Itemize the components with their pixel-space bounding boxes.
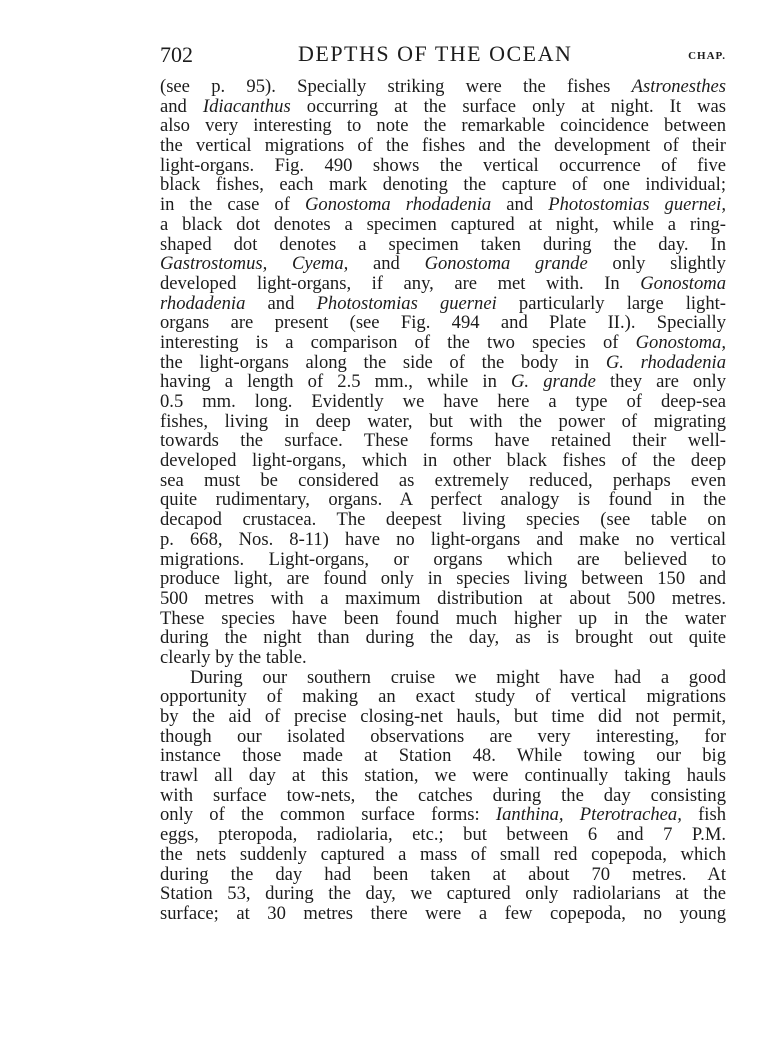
text-line [160, 77, 726, 97]
italic-text: Ianthina, Pterotrachea, [495, 804, 682, 826]
text-line [160, 156, 726, 176]
text-line [160, 195, 726, 215]
text-run: clearly by the table. [160, 646, 307, 668]
text-line [160, 333, 726, 353]
text-line [160, 687, 726, 707]
text-line [160, 274, 726, 294]
italic-text: Photostomias guernei, [548, 194, 726, 216]
text-run: Station 53, during the day, we captured only radiolarians at the [160, 883, 726, 905]
text-line [160, 628, 726, 648]
text-line [160, 215, 726, 235]
text-line [160, 865, 726, 885]
text-run: (see p. 95). Specially striking were the fishes [160, 76, 632, 97]
text-run: decapod crustacea. The deepest living species (see table on [160, 509, 726, 531]
text-line [160, 510, 726, 530]
body-text [160, 77, 726, 924]
italic-text: rhodadenia [160, 292, 246, 314]
text-run: only slightly [587, 253, 726, 275]
text-line [160, 471, 726, 491]
text-run: These species have been found much higher up in the water [160, 607, 726, 629]
text-line [160, 392, 726, 412]
text-line [160, 766, 726, 786]
text-run: and [245, 292, 317, 314]
text-run: opportunity of making an exact study of vertical migrations [160, 686, 726, 708]
text-run: and [491, 194, 549, 216]
text-run: organs are present (see Fig. 494 and Plate II.). Specially [160, 312, 726, 334]
text-line [160, 550, 726, 570]
text-line [160, 490, 726, 510]
text-line [160, 97, 726, 117]
text-line [160, 589, 726, 609]
italic-text: Gonostoma, [635, 331, 726, 353]
text-run: the light-organs along the side of the body in [160, 351, 606, 373]
text-line [160, 884, 726, 904]
text-run: sea must be considered as extremely reduced, perhaps even [160, 469, 726, 491]
chapter-label: CHAP. [688, 50, 726, 62]
text-run: during the night than during the day, as is brought out quite [160, 627, 726, 649]
text-run: and [348, 253, 425, 275]
text-run: having a length of 2.5 mm., while in [160, 371, 511, 393]
text-run: black fishes, each mark denoting the capture of one individual; [160, 174, 726, 196]
text-line [160, 313, 726, 333]
text-line [160, 372, 726, 392]
text-run: the vertical migrations of the fishes and the development of their [160, 135, 726, 157]
page-number: 702 [160, 42, 193, 67]
text-line [160, 294, 726, 314]
text-line [160, 412, 726, 432]
italic-text: Astronesthes [631, 76, 726, 97]
text-run: a black dot denotes a specimen captured at night, while a ring- [160, 213, 726, 235]
text-line [160, 904, 726, 924]
text-run: eggs, pteropoda, radiolaria, etc.; but between 6 and 7 P.M. [160, 824, 726, 846]
text-line [160, 235, 726, 255]
text-run: fish [681, 804, 726, 826]
text-line [160, 431, 726, 451]
text-line [160, 727, 726, 747]
text-run: p. 668, Nos. 8-11) have no light-organs and make no vertical [160, 528, 726, 550]
text-run: by the aid of precise closing-net hauls, but time did not permit, [160, 706, 726, 727]
text-line [160, 116, 726, 136]
text-line [160, 569, 726, 589]
text-run: fishes, living in deep water, but with the power of migrating [160, 410, 726, 432]
italic-text: Gonostoma [640, 272, 726, 294]
text-run: also very interesting to note the remarkable coincidence between [160, 115, 726, 137]
italic-text: G. grande [511, 371, 596, 393]
text-run: instance those made at Station 48. While towing our big [160, 745, 726, 767]
text-run: with surface tow-nets, the catches during the day consisting [160, 784, 726, 806]
text-line [160, 451, 726, 471]
italic-text: Idiacanthus [202, 95, 291, 117]
text-line [160, 845, 726, 865]
text-run: shaped dot denotes a specimen taken during the day. In [160, 233, 726, 255]
text-run: in the case of [160, 194, 305, 216]
text-run: towards the surface. These forms have retained their well- [160, 430, 726, 452]
text-line [160, 530, 726, 550]
text-line [160, 254, 726, 274]
italic-text: Photostomias guernei [316, 292, 497, 314]
text-run: and [160, 95, 203, 117]
italic-text: Gonostoma grande [424, 253, 588, 275]
text-line [160, 746, 726, 766]
text-run: the nets suddenly captured a mass of small red copepoda, which [160, 843, 726, 865]
text-run: only of the common surface forms: [160, 804, 496, 826]
text-line [160, 175, 726, 195]
page-header [160, 38, 726, 72]
running-title: DEPTHS OF THE OCEAN [298, 41, 573, 66]
text-run: particularly large light- [496, 292, 726, 314]
italic-text: Gonostoma rhodadenia [304, 194, 492, 216]
text-line [160, 136, 726, 156]
text-run: though our isolated observations are very interesting, for [160, 725, 726, 747]
text-run: light-organs. Fig. 490 shows the vertical occurrence of five [160, 154, 726, 176]
text-line [160, 786, 726, 806]
italic-text: G. rhodadenia [605, 351, 726, 373]
text-run: 500 metres with a maximum distribution at about 500 metres. [160, 587, 726, 609]
text-line [160, 805, 726, 825]
text-run: surface; at 30 metres there were a few copepoda, no young [160, 902, 726, 924]
text-run: 0.5 mm. long. Evidently we have here a type of deep-sea [160, 391, 726, 412]
text-run: they are only [595, 371, 726, 393]
italic-text: Gastrostomus, Cyema, [160, 253, 349, 275]
text-run: interesting is a comparison of the two species of [160, 331, 636, 353]
text-run: developed light-organs, which in other black fishes of the deep [160, 450, 726, 472]
text-line [160, 825, 726, 845]
text-run: occurring at the surface only at night. It was [290, 95, 726, 117]
text-line [160, 668, 726, 688]
text-run: developed light-organs, if any, are met with. In [160, 272, 641, 294]
text-run: During our southern cruise we might have had a good [190, 666, 726, 688]
text-run: quite rudimentary, organs. A perfect analogy is found in the [160, 489, 726, 511]
text-run: during the day had been taken at about 70 metres. At [160, 863, 726, 885]
text-line [160, 609, 726, 629]
text-line [160, 353, 726, 373]
text-run: migrations. Light-organs, or organs which are believed to [160, 548, 726, 570]
text-run: trawl all day at this station, we were continually taking hauls [160, 765, 726, 787]
text-run: produce light, are found only in species living between 150 and [160, 568, 726, 590]
text-line [160, 648, 726, 668]
text-line [160, 707, 726, 727]
